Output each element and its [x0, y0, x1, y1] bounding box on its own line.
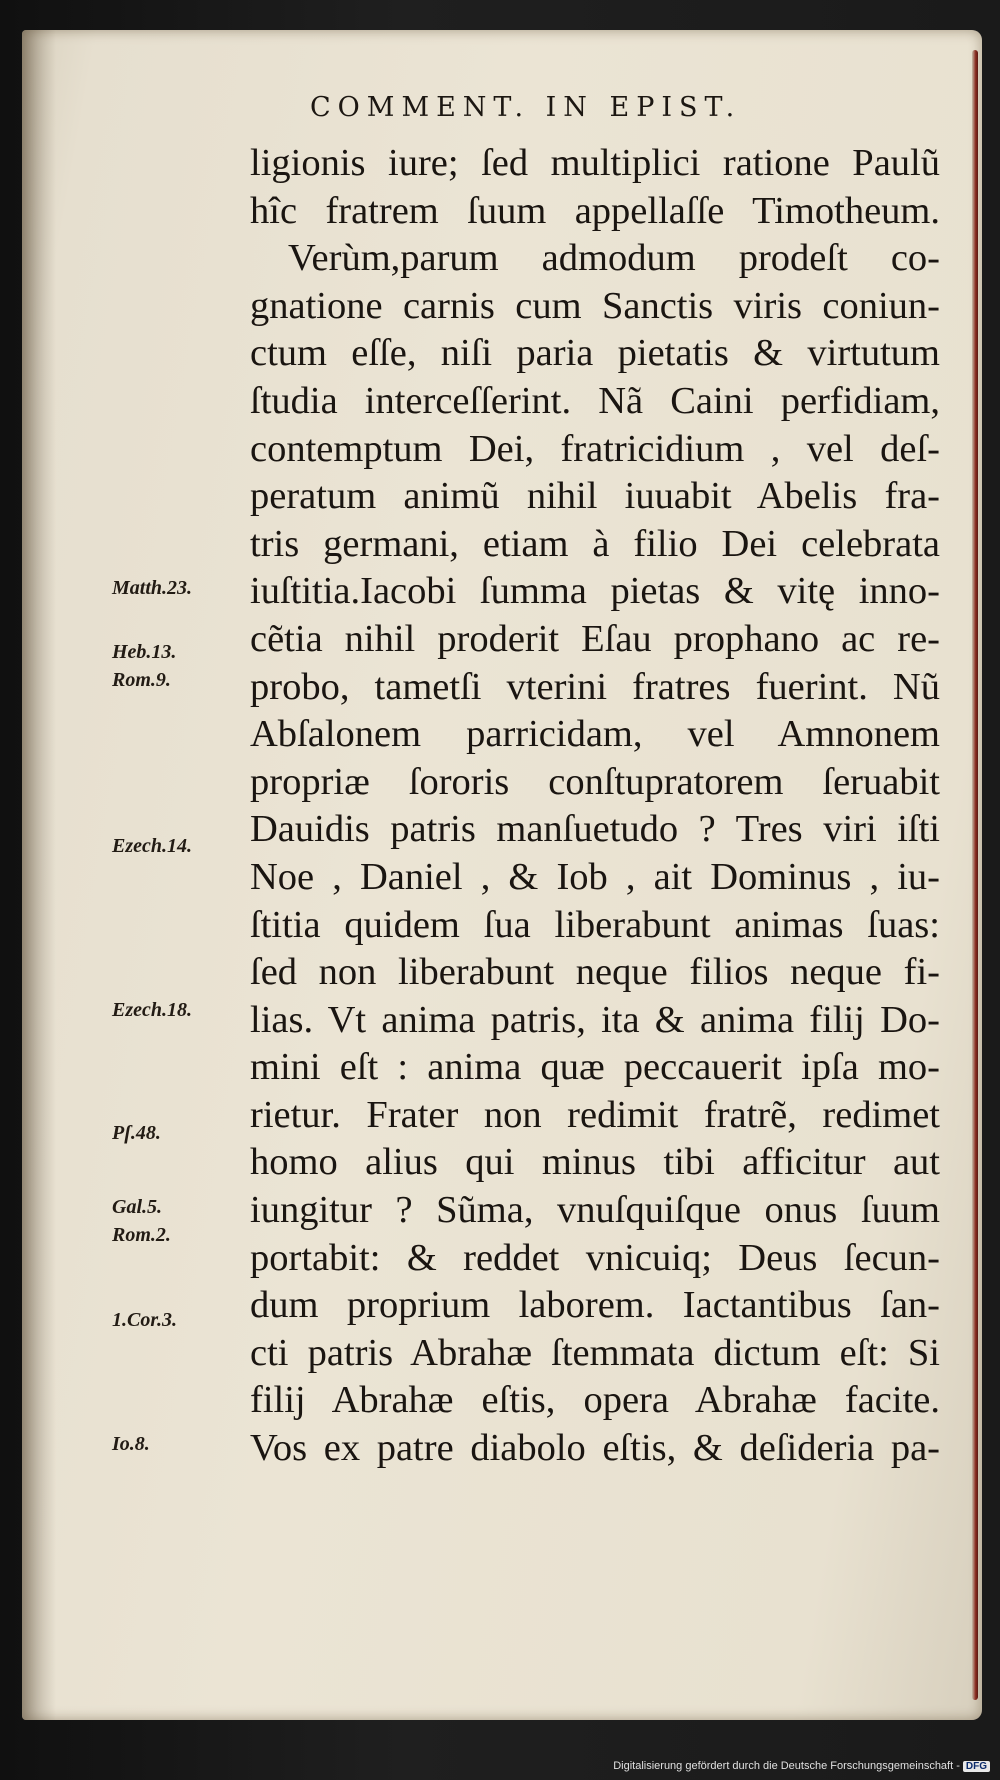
text-line: ſtitia quidem ſua liberabunt animas ſuas: [250, 903, 940, 946]
text-line: Vos ex patre diabolo eſtis, & deſideria pa- [250, 1427, 940, 1470]
text-line: peratum animũ nihil iuuabit Abelis fra- [250, 475, 940, 518]
main-text [250, 140, 940, 1473]
margin-note-heb: Heb.13. [112, 641, 177, 663]
text-line: ſtudia interceſſerint. Nã Caini perfidiam, [250, 379, 940, 422]
margin-note-ezech: Ezech.14. [112, 835, 192, 857]
margin-note-cor: 1.Cor.3. [112, 1309, 178, 1331]
margin-note-ps: Pſ.48. [112, 1122, 161, 1144]
text-line: lias. Vt anima patris, ita & anima filij Do- [250, 998, 940, 1041]
margin-note-matth: Matth.23. [112, 577, 193, 599]
margin-note-rom: Rom.2. [112, 1224, 171, 1246]
text-line: Dauidis patris manſuetudo ? Tres viri iſti [250, 808, 940, 851]
dfg-logo: DFG [963, 1761, 990, 1772]
text-line: homo alius qui minus tibi afficitur aut [250, 1141, 940, 1184]
text-line: propriæ ſororis conſtupratorem ſeruabit [250, 760, 940, 803]
text-line: rietur. Frater non redimit fratrẽ, redimet [250, 1093, 940, 1136]
text-line: dum proprium laborem. Iactantibus ſan- [250, 1284, 940, 1327]
digitization-credit [613, 1760, 990, 1772]
text-line: ligionis iure; ſed multiplici ratione Paulũ [250, 142, 940, 184]
text-line: tris germani, etiam à filio Dei celebrata [250, 522, 940, 565]
text-line: probo, tametſi vterini fratres fuerint. Nũ [250, 665, 940, 708]
running-head: COMMENT. IN EPIST. [310, 92, 742, 123]
margin-note-rom: Rom.9. [112, 669, 171, 691]
text-line: filij Abrahæ eſtis, opera Abrahæ facite. [250, 1379, 940, 1422]
text-line: cti patris Abrahæ ſtemmata dictum eſt: Si [250, 1331, 940, 1374]
text-line: ſed non liberabunt neque filios neque fi- [250, 951, 940, 994]
margin-note-gal: Gal.5. [112, 1196, 162, 1218]
text-line: iuſtitia.Iacobi ſumma pietas & vitę inno- [250, 570, 940, 613]
text-line: portabit: & reddet vnicuiq; Deus ſecun- [250, 1236, 940, 1279]
page-edge [972, 50, 978, 1700]
text-line: mini eſt : anima quæ peccauerit ipſa mo- [250, 1046, 940, 1089]
text-line: ctum eſſe, niſi paria pietatis & virtutum [250, 332, 940, 375]
text-line: Verùm,parum admodum prodeſt co- [288, 237, 940, 280]
text-line: cẽtia nihil proderit Eſau prophano ac re- [250, 617, 940, 660]
text-line: Abſalonem parricidam, vel Amnonem [250, 713, 940, 756]
text-line: iungitur ? Sũma, vnuſquiſque onus ſuum [250, 1189, 940, 1232]
text-line: contemptum Dei, fratricidium , vel deſ- [250, 427, 940, 470]
margin-note-ezech: Ezech.18. [112, 999, 192, 1021]
credit-text: Digitalisierung gefördert durch die Deutsche Forschungsgemeinschaft - [613, 1760, 960, 1772]
text-line: gnatione carnis cum Sanctis viris coniun- [250, 284, 940, 327]
spine-shadow [22, 30, 56, 1720]
text-line: hîc fratrem ſuum appellaſſe Timotheum. [250, 189, 940, 232]
text-line: Noe , Daniel , & Iob , ait Dominus , iu- [250, 855, 940, 898]
margin-note-io: Io.8. [112, 1433, 150, 1455]
